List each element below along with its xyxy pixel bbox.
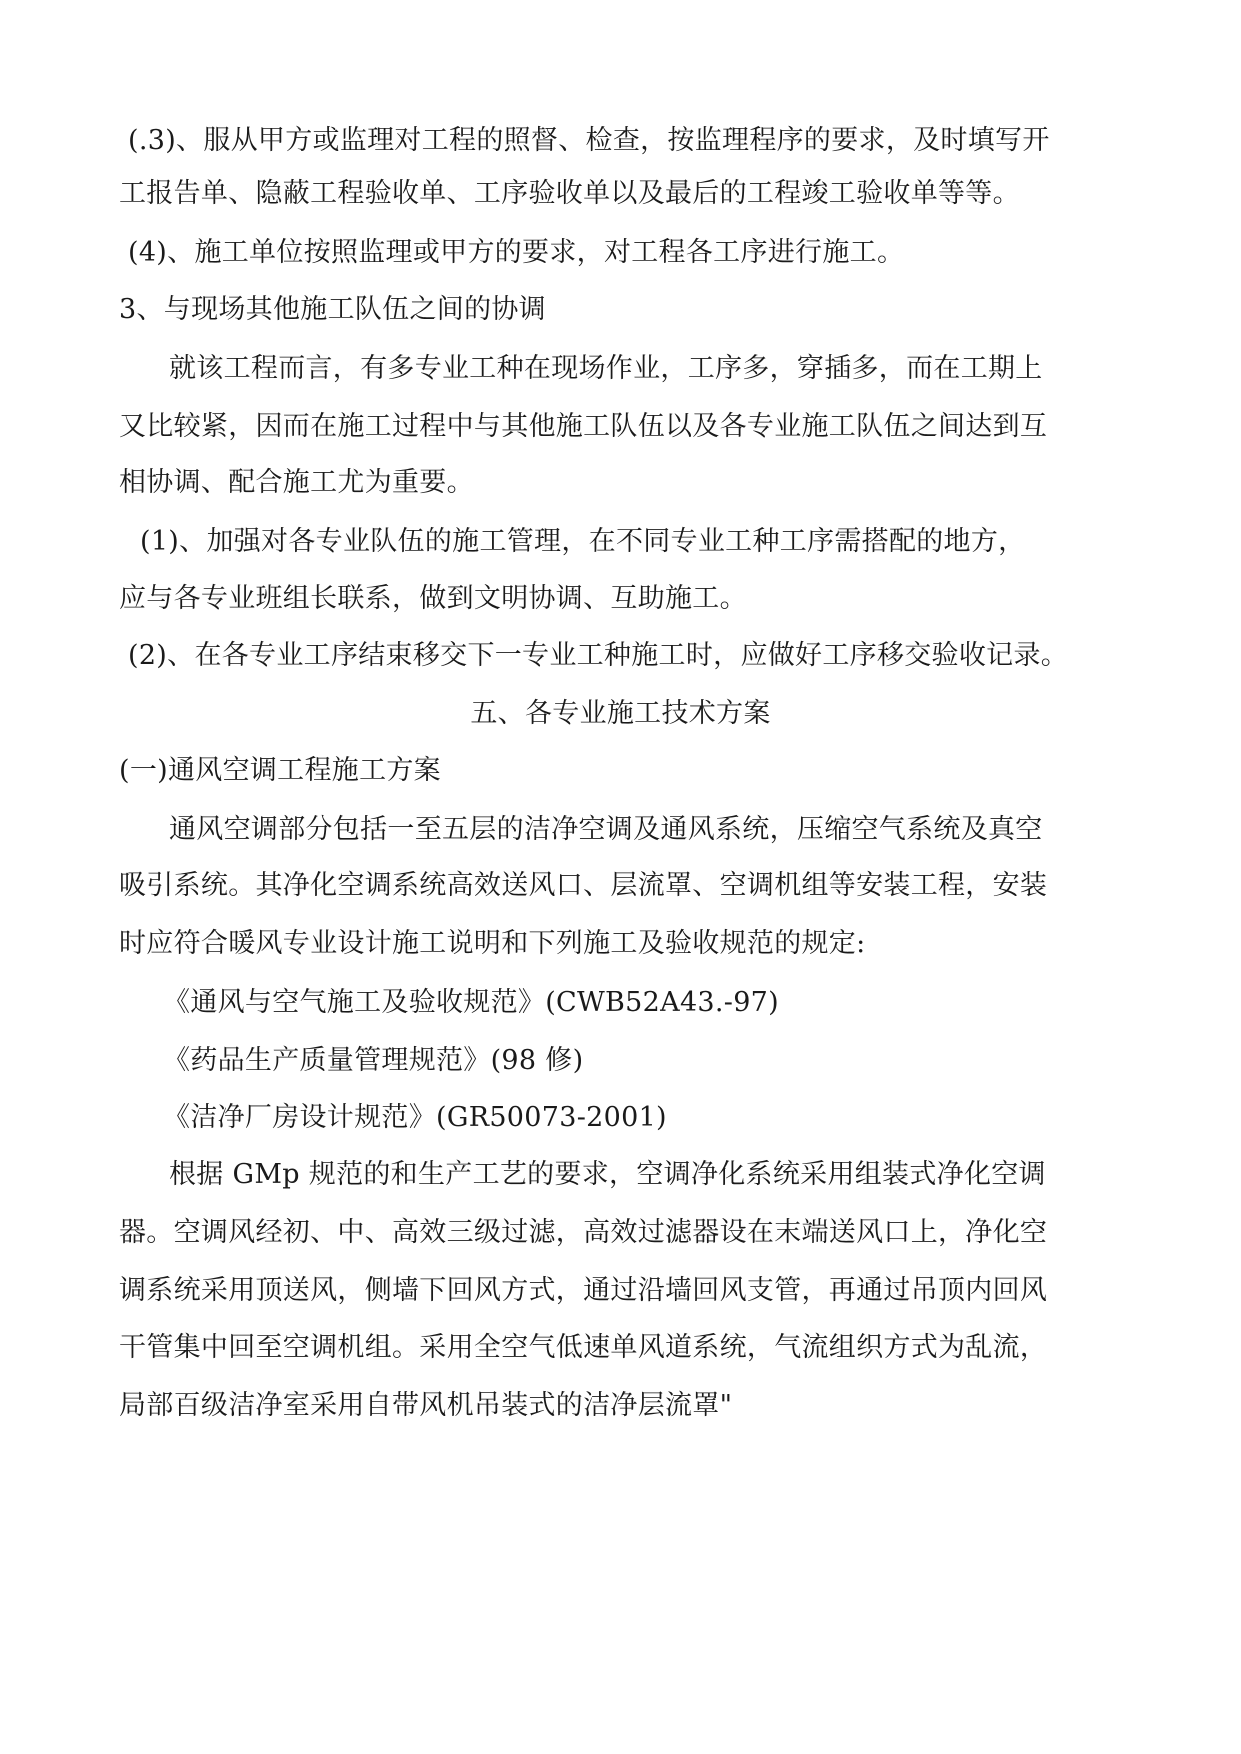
paragraph-line: 相协调、配合施工尤为重要。	[119, 467, 474, 498]
paragraph-line: 吸引系统。其净化空调系统高效送风口、层流罩、空调机组等安装工程，安装	[119, 870, 1048, 901]
paragraph-line: 工报告单、隐蔽工程验收单、工序验收单以及最后的工程竣工验收单等等。	[119, 178, 1020, 209]
paragraph-line: (2)、在各专业工序结束移交下一专业工种施工时，应做好工序移交验收记录。	[128, 640, 1069, 671]
standard-reference: 《通风与空气施工及验收规范》(CWB52A43.-97)	[163, 987, 779, 1018]
paragraph-line: 通风空调部分包括一至五层的洁净空调及通风系统，压缩空气系统及真空	[169, 814, 1043, 845]
paragraph-line: (4)、施工单位按照监理或甲方的要求，对工程各工序进行施工。	[128, 237, 905, 268]
chapter-title: 五、各专业施工技术方案	[470, 698, 771, 729]
paragraph-line: 干管集中回至空调机组。采用全空气低速单风道系统，气流组织方式为乱流，	[119, 1332, 1048, 1363]
paragraph-line: 应与各专业班组长联系，做到文明协调、互助施工。	[119, 583, 747, 614]
paragraph-line: 又比较紧，因而在施工过程中与其他施工队伍以及各专业施工队伍之间达到互	[119, 411, 1048, 442]
standard-reference: 《药品生产质量管理规范》(98 修)	[163, 1045, 584, 1076]
paragraph-line: 就该工程而言，有多专业工种在现场作业，工序多，穿插多，而在工期上	[169, 353, 1043, 384]
subsection-heading: (一)通风空调工程施工方案	[119, 755, 441, 786]
paragraph-line: 调系统采用顶送风，侧墙下回风方式，通过沿墙回风支管，再通过吊顶内回风	[119, 1275, 1048, 1306]
paragraph-line: (.3)、服从甲方或监理对工程的照督、检查，按监理程序的要求，及时填写开	[128, 125, 1050, 156]
paragraph-line: (1)、加强对各专业队伍的施工管理，在不同专业工种工序需搭配的地方，	[140, 526, 1026, 557]
standard-reference: 《洁净厂房设计规范》(GR50073-2001)	[163, 1102, 667, 1133]
paragraph-line: 器。空调风经初、中、高效三级过滤，高效过滤器设在末端送风口上，净化空	[119, 1217, 1048, 1248]
paragraph-line: 局部百级洁净室采用自带风机吊装式的洁净层流罩"	[119, 1390, 733, 1421]
paragraph-line: 时应符合暖风专业设计施工说明和下列施工及验收规范的规定:	[119, 928, 866, 959]
paragraph-line: 根据 GMp 规范的和生产工艺的要求，空调净化系统采用组装式净化空调	[169, 1159, 1046, 1190]
section-heading: 3、与现场其他施工队伍之间的协调	[119, 294, 546, 325]
